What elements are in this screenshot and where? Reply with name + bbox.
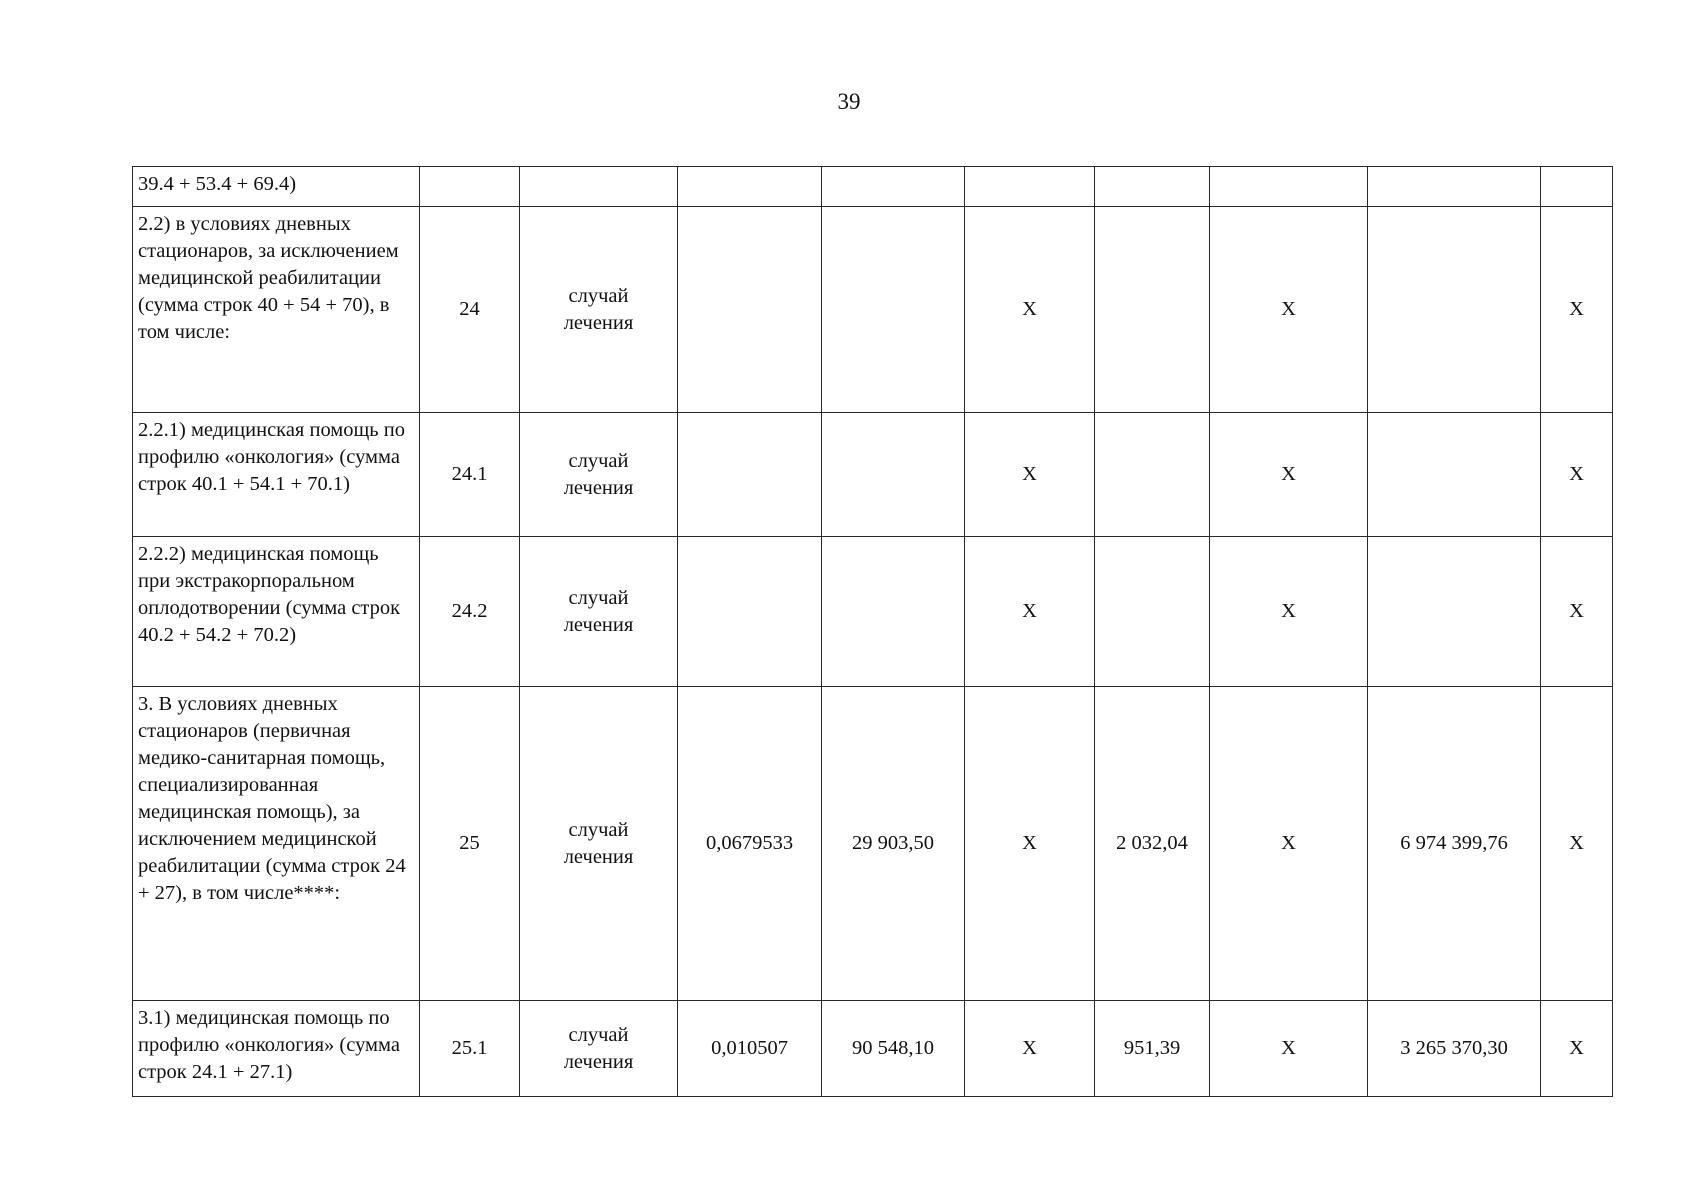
row-cell-9	[1368, 413, 1541, 537]
row-cell-10: X	[1541, 207, 1613, 413]
table-row	[133, 207, 1613, 413]
row-description: 3. В условиях дневных стационаров (первичная медико-санитарная помощь, специализированная медицинская помощь), за исключением медицинской реабилитации (сумма строк 24 + 27), в том числе****:	[133, 687, 420, 1001]
row-unit: случай лечения	[520, 207, 678, 413]
row-cell-4	[678, 207, 822, 413]
row-cell-7	[1095, 207, 1210, 413]
row-code	[420, 167, 520, 207]
row-cell-4	[678, 413, 822, 537]
table-row	[133, 537, 1613, 687]
page-number: 39	[837, 89, 861, 114]
row-cell-8: X	[1210, 687, 1368, 1001]
row-cell-6: X	[965, 1001, 1095, 1097]
row-unit: случай лечения	[520, 537, 678, 687]
table-row	[133, 413, 1613, 537]
row-cell-6: X	[965, 413, 1095, 537]
row-cell-5	[822, 167, 965, 207]
row-cell-10: X	[1541, 413, 1613, 537]
row-cell-8: X	[1210, 207, 1368, 413]
row-cell-6: X	[965, 537, 1095, 687]
row-cell-5	[822, 413, 965, 537]
row-code: 24.2	[420, 537, 520, 687]
financing-table	[132, 166, 1613, 1097]
row-code: 25	[420, 687, 520, 1001]
row-cell-6: X	[965, 687, 1095, 1001]
row-code: 24	[420, 207, 520, 413]
row-unit: случай лечения	[520, 1001, 678, 1097]
row-unit: случай лечения	[520, 687, 678, 1001]
row-cell-9	[1368, 167, 1541, 207]
row-cell-9: 6 974 399,76	[1368, 687, 1541, 1001]
row-cell-5: 29 903,50	[822, 687, 965, 1001]
row-cell-10: X	[1541, 1001, 1613, 1097]
table-row	[133, 687, 1613, 1001]
table-row	[133, 167, 1613, 207]
row-cell-10	[1541, 167, 1613, 207]
row-cell-7	[1095, 537, 1210, 687]
row-cell-10: X	[1541, 687, 1613, 1001]
row-cell-9	[1368, 207, 1541, 413]
row-cell-8: X	[1210, 1001, 1368, 1097]
row-code: 25.1	[420, 1001, 520, 1097]
row-cell-10: X	[1541, 537, 1613, 687]
row-cell-7	[1095, 167, 1210, 207]
row-unit: случай лечения	[520, 413, 678, 537]
row-code: 24.1	[420, 413, 520, 537]
row-description: 2.2.1) медицинская помощь по профилю «онкология» (сумма строк 40.1 + 54.1 + 70.1)	[133, 413, 420, 537]
row-cell-9	[1368, 537, 1541, 687]
row-cell-7	[1095, 413, 1210, 537]
row-cell-7: 2 032,04	[1095, 687, 1210, 1001]
row-cell-8	[1210, 167, 1368, 207]
row-cell-5: 90 548,10	[822, 1001, 965, 1097]
row-cell-5	[822, 537, 965, 687]
row-cell-9: 3 265 370,30	[1368, 1001, 1541, 1097]
row-description: 39.4 + 53.4 + 69.4)	[133, 167, 420, 207]
row-cell-4	[678, 167, 822, 207]
row-cell-5	[822, 207, 965, 413]
row-cell-8: X	[1210, 537, 1368, 687]
row-cell-4: 0,010507	[678, 1001, 822, 1097]
row-cell-4: 0,0679533	[678, 687, 822, 1001]
row-cell-8: X	[1210, 413, 1368, 537]
row-cell-6: X	[965, 207, 1095, 413]
table-row	[133, 1001, 1613, 1097]
row-description: 2.2.2) медицинская помощь при экстракорпоральном оплодотворении (сумма строк 40.2 + 54.2 + 70.2)	[133, 537, 420, 687]
row-cell-6	[965, 167, 1095, 207]
row-description: 3.1) медицинская помощь по профилю «онкология» (сумма строк 24.1 + 27.1)	[133, 1001, 420, 1097]
row-description: 2.2) в условиях дневных стационаров, за исключением медицинской реабилитации (сумма строк 40 + 54 + 70), в том числе:	[133, 207, 420, 413]
row-cell-4	[678, 537, 822, 687]
row-unit	[520, 167, 678, 207]
row-cell-7: 951,39	[1095, 1001, 1210, 1097]
